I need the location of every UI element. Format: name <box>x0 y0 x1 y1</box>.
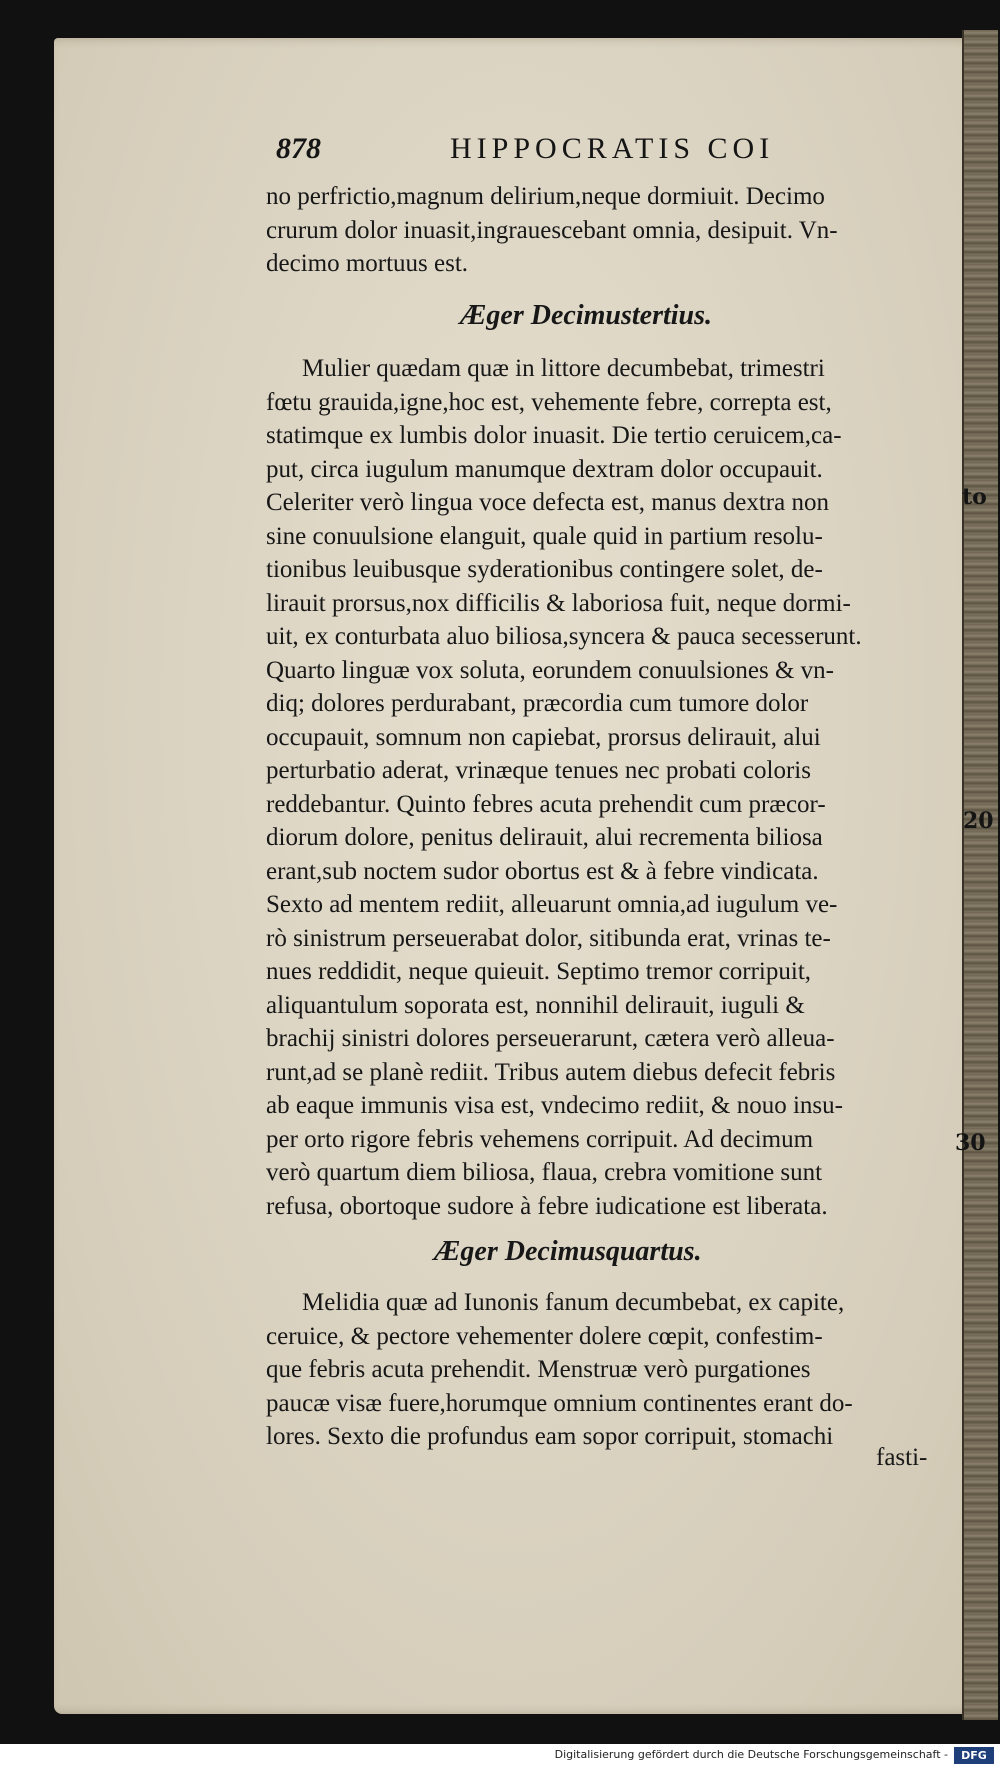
text-line: rò sinistrum perseuerabat dolor, sitibunda erat, vrinas te- <box>266 924 831 952</box>
text-line: Melidia quæ ad Iunonis fanum decumbebat, ex capite, <box>302 1289 845 1316</box>
text-line: runt,ad se planè rediit. Tribus autem diebus defecit febris <box>266 1058 836 1086</box>
page-edge <box>962 30 998 1720</box>
text-line: ceruice, & pectore vehementer dolere cœpit, confestim- <box>266 1322 823 1350</box>
section1-paragraph <box>266 352 942 1223</box>
text-line: diorum dolore, penitus delirauit, alui recrementa biliosa <box>266 824 823 851</box>
text-line: statimque ex lumbis dolor inuasit. Die tertio ceruicem,ca- <box>266 422 842 449</box>
text-line: Quarto linguæ vox soluta, eorundem conuulsiones & vn- <box>266 656 834 684</box>
text-line: reddebantur. Quinto febres acuta prehendit cum præcor- <box>266 790 826 818</box>
text-line: Sexto ad mentem rediit, alleuarunt omnia,ad iugulum ve- <box>266 891 838 918</box>
text-line: occupauit, somnum non capiebat, prorsus delirauit, alui <box>266 723 821 751</box>
section-heading-decimusquartus: Æger Decimusquartus. <box>434 1236 702 1267</box>
margin-number: 20 <box>963 808 994 834</box>
funding-credit: Digitalisierung gefördert durch die Deutsche Forschungsgemeinschaft - <box>554 1748 948 1761</box>
text-line: Celeriter verò lingua voce defecta est, manus dextra non <box>266 489 829 516</box>
text-line: nues reddidit, neque quieuit. Septimo tremor corripuit, <box>266 958 812 985</box>
text-line: crurum dolor inuasit,ingrauescebant omnia, desipuit. Vn- <box>266 216 838 244</box>
intro-paragraph <box>266 180 942 281</box>
running-title: HIPPOCRATIS COI <box>450 132 775 165</box>
margin-number: 30 <box>955 1130 986 1156</box>
text-line: brachij sinistri dolores perseuerarunt, cætera verò alleua- <box>266 1025 835 1052</box>
text-line: decimo mortuus est. <box>266 250 469 277</box>
text-line: paucæ visæ fuere,horumque omnium continentes erant do- <box>266 1389 853 1417</box>
text-line: perturbatio aderat, vrinæque tenues nec probati coloris <box>266 757 811 784</box>
running-header <box>276 132 836 172</box>
text-line: tionibus leuibusque syderationibus contingere solet, de- <box>266 556 823 583</box>
page-number: 878 <box>276 132 321 165</box>
text-line: per orto rigore febris vehemens corripuit. Ad decimum <box>266 1125 814 1153</box>
text-line: put, circa iugulum manumque dextram dolor occupauit. <box>266 455 823 483</box>
text-line: sine conuulsione elanguit, quale quid in partium resolu- <box>266 522 823 550</box>
text-line: lirauit prorsus,nox difficilis & laboriosa fuit, neque dormi- <box>266 589 851 617</box>
catchword: fasti- <box>876 1444 928 1471</box>
text-line: erant,sub noctem sudor obortus est & à febre vindicata. <box>266 857 819 885</box>
text-line: uit, ex conturbata aluo biliosa,syncera & pauca secesserunt. <box>266 623 862 650</box>
text-line: no perfrictio,magnum delirium,neque dormiuit. Decimo <box>266 183 825 210</box>
digitization-footer <box>0 1744 1000 1768</box>
section2-paragraph <box>266 1286 942 1454</box>
text-line: ab eaque immunis visa est, vndecimo rediit, & nouo insu- <box>266 1092 843 1119</box>
text-line: lores. Sexto die profundus eam sopor corripuit, stomachi <box>266 1423 834 1450</box>
section-heading-decimustertius: Æger Decimustertius. <box>460 300 712 331</box>
text-line: verò quartum diem biliosa, flaua, crebra vomitione sunt <box>266 1159 823 1186</box>
text-line: refusa, obortoque sudore à febre iudicatione est liberata. <box>266 1192 828 1220</box>
margin-number: to <box>962 484 987 510</box>
text-line: fœtu grauida,igne,hoc est, vehemente febre, correpta est, <box>266 388 832 416</box>
text-line: aliquantulum soporata est, nonnihil delirauit, iuguli & <box>266 991 805 1019</box>
text-line: diq; dolores perdurabant, præcordia cum tumore dolor <box>266 690 809 717</box>
text-line: Mulier quædam quæ in littore decumbebat, trimestri <box>302 355 825 382</box>
text-line: que febris acuta prehendit. Menstruæ verò purgationes <box>266 1356 811 1383</box>
dfg-logo: DFG <box>954 1747 994 1764</box>
